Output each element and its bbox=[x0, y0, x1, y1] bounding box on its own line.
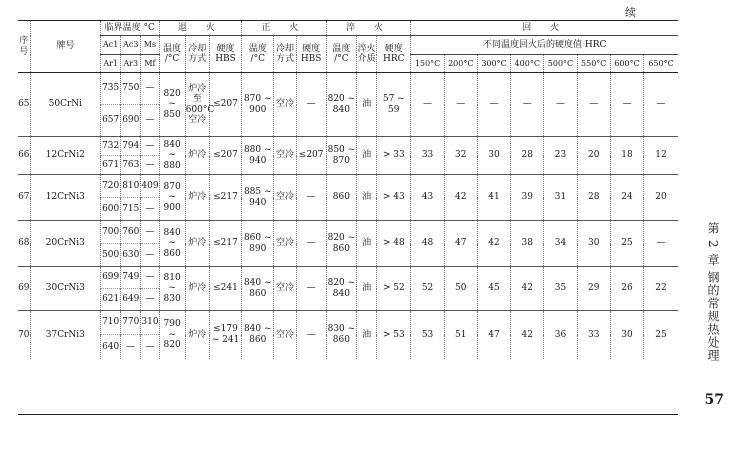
cell-quench-hrc: > 52 bbox=[377, 267, 411, 311]
cell-ac3: 750 bbox=[121, 73, 141, 105]
table-body bbox=[18, 73, 678, 359]
header-anneal-hbs: 硬度 HBS bbox=[209, 36, 241, 73]
cell-ar3: 715 bbox=[121, 198, 141, 221]
chapter-caption: 第 2 章 钢的常规热处理 bbox=[706, 222, 720, 363]
cell-quench-medium: 油 bbox=[357, 137, 377, 175]
cell-mf: — bbox=[141, 289, 159, 311]
header-mf: Mf bbox=[141, 55, 159, 73]
cell-mf: — bbox=[141, 335, 159, 359]
cell-ar1: 500 bbox=[101, 244, 121, 267]
header-critical-temp: 临界温度 °C bbox=[101, 21, 159, 36]
cell-temper-hrc: 29 bbox=[577, 267, 610, 311]
header-temper-temp: 600°C bbox=[610, 55, 643, 73]
cell-normalize-hbs: — bbox=[296, 221, 326, 267]
cell-grade: 12CrNi2 bbox=[30, 137, 101, 175]
cell-quench-medium: 油 bbox=[357, 175, 377, 221]
cell-temper-hrc: 34 bbox=[544, 221, 577, 267]
header-normalize-hbs: 硬度 HBS bbox=[296, 36, 326, 73]
cell-seq: 66 bbox=[18, 137, 30, 175]
header-temper-temp: 500°C bbox=[544, 55, 577, 73]
cell-anneal-cool: 炉冷 bbox=[185, 311, 209, 359]
cell-ar1: 671 bbox=[101, 156, 121, 175]
header-anneal-cool: 冷却 方式 bbox=[185, 36, 209, 73]
cell-quench-hrc: > 43 bbox=[377, 175, 411, 221]
cell-normalize-temp: 840 ~ 860 bbox=[242, 311, 274, 359]
cell-ac1: 700 bbox=[101, 221, 121, 244]
cell-quench-medium: 油 bbox=[357, 221, 377, 267]
cell-mf: — bbox=[141, 244, 159, 267]
cell-temper-hrc: — bbox=[644, 221, 678, 267]
continued-label: 续 bbox=[625, 6, 636, 19]
cell-temper-hrc: 45 bbox=[477, 267, 510, 311]
cell-ac1: 710 bbox=[101, 311, 121, 335]
cell-quench-temp: 830 ~ 860 bbox=[326, 311, 356, 359]
cell-quench-hrc: > 53 bbox=[377, 311, 411, 359]
cell-anneal-hbs: ≤207 bbox=[209, 137, 241, 175]
cell-temper-hrc: 28 bbox=[577, 175, 610, 221]
cell-temper-hrc: 48 bbox=[411, 221, 444, 267]
cell-temper-hrc: — bbox=[444, 73, 477, 137]
cell-normalize-hbs: — bbox=[296, 267, 326, 311]
cell-ar3: — bbox=[121, 335, 141, 359]
cell-normalize-temp: 885 ~ 940 bbox=[242, 175, 274, 221]
header-grade: 牌号 bbox=[30, 21, 101, 73]
table-row bbox=[18, 137, 678, 156]
header-seq: 序号 bbox=[18, 21, 30, 73]
cell-seq: 68 bbox=[18, 221, 30, 267]
cell-ms: 310 bbox=[141, 311, 159, 335]
cell-anneal-hbs: ≤207 bbox=[209, 73, 241, 137]
header-normalize: 正 火 bbox=[242, 21, 327, 36]
cell-ms: — bbox=[141, 221, 159, 244]
page-number: 57 bbox=[704, 392, 724, 408]
bottom-rule bbox=[18, 414, 678, 415]
heat-treatment-table bbox=[18, 20, 678, 359]
cell-temper-hrc: 42 bbox=[444, 175, 477, 221]
cell-anneal-hbs: ≤217 bbox=[209, 175, 241, 221]
header-quench-medium: 淬火 介质 bbox=[357, 36, 377, 73]
cell-temper-hrc: 20 bbox=[644, 175, 678, 221]
cell-temper-hrc: 42 bbox=[477, 221, 510, 267]
cell-ar3: 763 bbox=[121, 156, 141, 175]
header-temper-temp: 200°C bbox=[444, 55, 477, 73]
cell-ac1: 735 bbox=[101, 73, 121, 105]
header-quench-temp: 温度 /°C bbox=[326, 36, 356, 73]
header-ar1: Ar1 bbox=[101, 55, 121, 73]
cell-mf: — bbox=[141, 198, 159, 221]
cell-temper-hrc: — bbox=[610, 73, 643, 137]
cell-temper-hrc: 23 bbox=[544, 137, 577, 175]
cell-quench-temp: 820 ~ 860 bbox=[326, 221, 356, 267]
cell-ar1: 621 bbox=[101, 289, 121, 311]
cell-ar1: 640 bbox=[101, 335, 121, 359]
cell-normalize-hbs: — bbox=[296, 175, 326, 221]
cell-grade: 20CrNi3 bbox=[30, 221, 101, 267]
cell-temper-hrc: — bbox=[511, 73, 544, 137]
cell-temper-hrc: 52 bbox=[411, 267, 444, 311]
cell-temper-hrc: — bbox=[477, 73, 510, 137]
cell-temper-hrc: — bbox=[577, 73, 610, 137]
cell-normalize-hbs: ≤207 bbox=[296, 137, 326, 175]
cell-ac1: 720 bbox=[101, 175, 121, 198]
cell-quench-medium: 油 bbox=[357, 73, 377, 137]
header-temper-temp: 550°C bbox=[577, 55, 610, 73]
cell-mf: — bbox=[141, 156, 159, 175]
cell-anneal-cool: 炉冷 bbox=[185, 137, 209, 175]
cell-normalize-cool: 空冷 bbox=[274, 221, 296, 267]
header-temper-sub: 不同温度回火后的硬度值 HRC bbox=[411, 36, 678, 55]
cell-grade: 30CrNi3 bbox=[30, 267, 101, 311]
cell-ms: — bbox=[141, 73, 159, 105]
header-ac3: Ac3 bbox=[121, 36, 141, 55]
cell-anneal-cool: 炉冷 bbox=[185, 267, 209, 311]
cell-temper-hrc: 43 bbox=[411, 175, 444, 221]
cell-anneal-cool: 炉冷 bbox=[185, 175, 209, 221]
cell-temper-hrc: 18 bbox=[610, 137, 643, 175]
cell-quench-hrc: > 48 bbox=[377, 221, 411, 267]
cell-ar3: 690 bbox=[121, 105, 141, 137]
cell-temper-hrc: 42 bbox=[511, 267, 544, 311]
cell-temper-hrc: — bbox=[644, 73, 678, 137]
cell-anneal-hbs: ≤217 bbox=[209, 221, 241, 267]
cell-temper-hrc: 50 bbox=[444, 267, 477, 311]
cell-anneal-temp: 840 ~ 880 bbox=[159, 137, 185, 175]
cell-mf: — bbox=[141, 105, 159, 137]
cell-ac1: 699 bbox=[101, 267, 121, 289]
cell-ms: — bbox=[141, 137, 159, 156]
cell-temper-hrc: 30 bbox=[577, 221, 610, 267]
cell-temper-hrc: 28 bbox=[511, 137, 544, 175]
cell-temper-hrc: — bbox=[411, 73, 444, 137]
cell-quench-temp: 820 ~ 840 bbox=[326, 267, 356, 311]
cell-quench-temp: 850 ~ 870 bbox=[326, 137, 356, 175]
cell-seq: 69 bbox=[18, 267, 30, 311]
cell-anneal-temp: 840 ~ 860 bbox=[159, 221, 185, 267]
header-ms: Ms bbox=[141, 36, 159, 55]
cell-temper-hrc: 25 bbox=[644, 311, 678, 359]
header-ar3: Ar3 bbox=[121, 55, 141, 73]
cell-grade: 37CrNi3 bbox=[30, 311, 101, 359]
cell-anneal-temp: 820 ~ 850 bbox=[159, 73, 185, 137]
cell-temper-hrc: 22 bbox=[644, 267, 678, 311]
cell-grade: 50CrNi bbox=[30, 73, 101, 137]
header-temper-temp: 650°C bbox=[644, 55, 678, 73]
cell-anneal-cool: 炉冷至600°C空冷 bbox=[185, 73, 209, 137]
cell-temper-hrc: 33 bbox=[411, 137, 444, 175]
table-row bbox=[18, 73, 678, 105]
cell-anneal-hbs: ≤179 ~ 241 bbox=[209, 311, 241, 359]
cell-normalize-temp: 870 ~ 900 bbox=[242, 73, 274, 137]
cell-temper-hrc: 24 bbox=[610, 175, 643, 221]
cell-ac3: 749 bbox=[121, 267, 141, 289]
cell-normalize-temp: 860 ~ 890 bbox=[242, 221, 274, 267]
cell-temper-hrc: 39 bbox=[511, 175, 544, 221]
cell-temper-hrc: 36 bbox=[544, 311, 577, 359]
cell-quench-medium: 油 bbox=[357, 267, 377, 311]
cell-ac3: 770 bbox=[121, 311, 141, 335]
cell-temper-hrc: 47 bbox=[477, 311, 510, 359]
cell-temper-hrc: 47 bbox=[444, 221, 477, 267]
header-anneal-temp: 温度 /°C bbox=[159, 36, 185, 73]
cell-temper-hrc: 31 bbox=[544, 175, 577, 221]
cell-temper-hrc: 30 bbox=[477, 137, 510, 175]
cell-ac3: 810 bbox=[121, 175, 141, 198]
header-temper-temp: 400°C bbox=[511, 55, 544, 73]
cell-grade: 12CrNi3 bbox=[30, 175, 101, 221]
cell-temper-hrc: 26 bbox=[610, 267, 643, 311]
cell-temper-hrc: 53 bbox=[411, 311, 444, 359]
cell-seq: 67 bbox=[18, 175, 30, 221]
header-normalize-cool: 冷却 方式 bbox=[274, 36, 296, 73]
cell-anneal-temp: 790 ~ 820 bbox=[159, 311, 185, 359]
cell-normalize-cool: 空冷 bbox=[274, 137, 296, 175]
cell-ms: — bbox=[141, 267, 159, 289]
heat-treatment-table-container bbox=[18, 20, 678, 359]
cell-ac3: 760 bbox=[121, 221, 141, 244]
cell-seq: 65 bbox=[18, 73, 30, 137]
header-ac1: Ac1 bbox=[101, 36, 121, 55]
cell-ms: 409 bbox=[141, 175, 159, 198]
header-quench-hrc: 硬度 HRC bbox=[377, 36, 411, 73]
cell-normalize-hbs: — bbox=[296, 73, 326, 137]
cell-temper-hrc: 12 bbox=[644, 137, 678, 175]
cell-normalize-cool: 空冷 bbox=[274, 175, 296, 221]
cell-ar1: 657 bbox=[101, 105, 121, 137]
cell-temper-hrc: — bbox=[544, 73, 577, 137]
cell-quench-temp: 820 ~ 840 bbox=[326, 73, 356, 137]
table-row bbox=[18, 311, 678, 335]
cell-quench-temp: 860 bbox=[326, 175, 356, 221]
cell-quench-medium: 油 bbox=[357, 311, 377, 359]
table-row bbox=[18, 267, 678, 289]
cell-normalize-hbs: — bbox=[296, 311, 326, 359]
table-row bbox=[18, 175, 678, 198]
table-row bbox=[18, 221, 678, 244]
header-anneal: 退 火 bbox=[159, 21, 242, 36]
cell-ar3: 630 bbox=[121, 244, 141, 267]
cell-temper-hrc: 25 bbox=[610, 221, 643, 267]
cell-temper-hrc: 20 bbox=[577, 137, 610, 175]
cell-temper-hrc: 30 bbox=[610, 311, 643, 359]
cell-normalize-cool: 空冷 bbox=[274, 73, 296, 137]
cell-quench-hrc: 57 ~ 59 bbox=[377, 73, 411, 137]
cell-anneal-temp: 870 ~ 900 bbox=[159, 175, 185, 221]
header-temper: 回 火 bbox=[411, 21, 678, 36]
cell-anneal-cool: 炉冷 bbox=[185, 221, 209, 267]
header-quench: 淬 火 bbox=[326, 21, 411, 36]
cell-ar1: 600 bbox=[101, 198, 121, 221]
cell-temper-hrc: 33 bbox=[577, 311, 610, 359]
cell-temper-hrc: 51 bbox=[444, 311, 477, 359]
cell-normalize-temp: 840 ~ 860 bbox=[242, 267, 274, 311]
cell-temper-hrc: 32 bbox=[444, 137, 477, 175]
cell-quench-hrc: > 33 bbox=[377, 137, 411, 175]
cell-normalize-cool: 空冷 bbox=[274, 311, 296, 359]
cell-temper-hrc: 38 bbox=[511, 221, 544, 267]
cell-anneal-temp: 810 ~ 830 bbox=[159, 267, 185, 311]
header-temper-temp: 300°C bbox=[477, 55, 510, 73]
cell-normalize-cool: 空冷 bbox=[274, 267, 296, 311]
cell-seq: 70 bbox=[18, 311, 30, 359]
cell-normalize-temp: 880 ~ 940 bbox=[242, 137, 274, 175]
cell-temper-hrc: 41 bbox=[477, 175, 510, 221]
cell-temper-hrc: 35 bbox=[544, 267, 577, 311]
cell-ac3: 794 bbox=[121, 137, 141, 156]
header-normalize-temp: 温度 /°C bbox=[242, 36, 274, 73]
cell-ar3: 649 bbox=[121, 289, 141, 311]
header-temper-temp: 150°C bbox=[411, 55, 444, 73]
cell-ac1: 732 bbox=[101, 137, 121, 156]
cell-temper-hrc: 42 bbox=[511, 311, 544, 359]
cell-anneal-hbs: ≤241 bbox=[209, 267, 241, 311]
